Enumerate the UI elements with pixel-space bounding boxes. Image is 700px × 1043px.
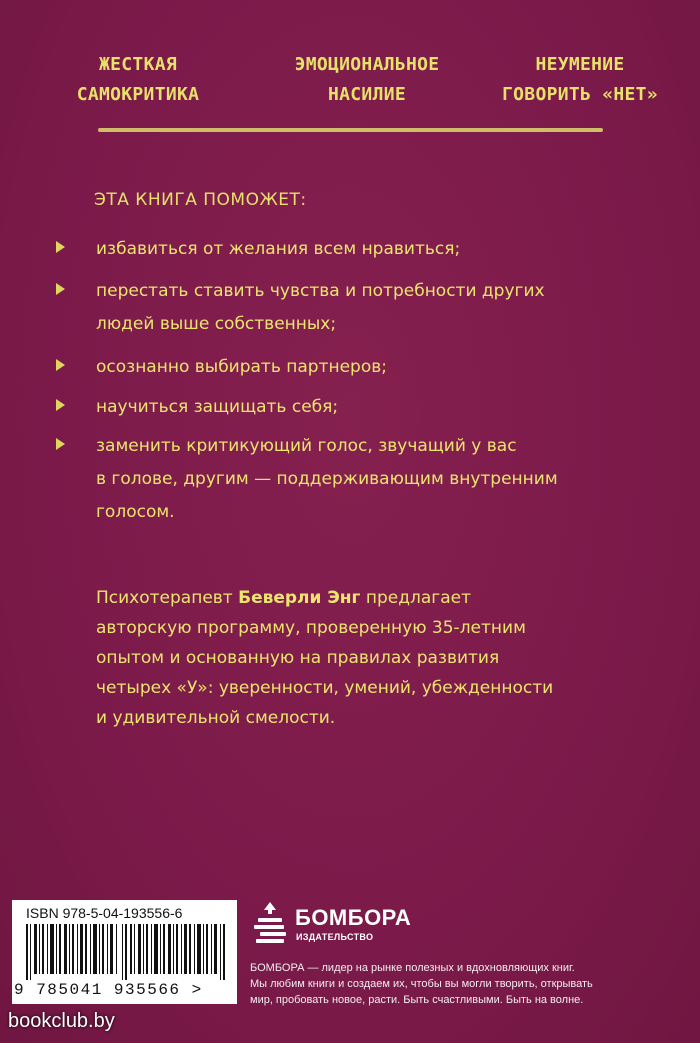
list-item-text: научиться защищать себя; <box>96 397 339 417</box>
publisher-name: БОМБОРА <box>295 905 412 930</box>
divider-line <box>98 128 603 132</box>
list-item-text: избавиться от желания всем нравиться; <box>96 239 461 259</box>
description-prefix: Психотерапевт <box>96 588 239 608</box>
description-paragraph <box>96 583 616 733</box>
list-item-text: перестать ставить чувства и потребности других людей выше собственных; <box>96 281 545 334</box>
topics-row <box>0 50 700 120</box>
topic-saying-no: НЕУМЕНИЕ ГОВОРИТЬ «НЕТ» <box>502 54 658 105</box>
isbn-label: ISBN 978-5-04-193556-6 <box>26 905 183 921</box>
topic-emotional-abuse: ЭМОЦИОНАЛЬНОЕ НАСИЛИЕ <box>294 54 440 105</box>
bombora-logo-icon <box>250 900 290 944</box>
description-rest: предлагает авторскую программу, проверенную 35-летним опытом и основанную на правилах развития четырех «У»: уверенности, умений, убежденности и удивительной смелости. <box>96 588 554 728</box>
triangle-bullet-icon <box>56 399 65 411</box>
list-item-text: осознанно выбирать партнеров; <box>96 357 388 377</box>
site-watermark: bookclub.by <box>8 1010 115 1032</box>
publisher-description: БОМБОРА — лидер на рынке полезных и вдохновляющих книг. Мы любим книги и создаем их, чтобы вы могли творить, открывать мир, пробовать новое, расти. Быть счастливыми. Быть на волне. <box>250 962 593 1006</box>
helps-heading: ЭТА КНИГА ПОМОЖЕТ: <box>94 190 307 210</box>
triangle-bullet-icon <box>56 241 65 253</box>
author-name: Беверли Энг <box>238 588 361 608</box>
triangle-bullet-icon <box>56 283 65 295</box>
triangle-bullet-icon <box>56 359 65 371</box>
list-item-text: заменить критикующий голос, звучащий у вас в голове, другим — поддерживающим внутренним голосом. <box>96 436 558 522</box>
barcode-digits: 9 785041 935566 > <box>14 981 203 999</box>
publisher-subtitle: ИЗДАТЕЛЬСТВО <box>296 932 374 942</box>
barcode-image <box>26 924 226 980</box>
triangle-bullet-icon <box>56 438 65 450</box>
topic-self-criticism: ЖЕСТКАЯ САМОКРИТИКА <box>76 54 200 105</box>
